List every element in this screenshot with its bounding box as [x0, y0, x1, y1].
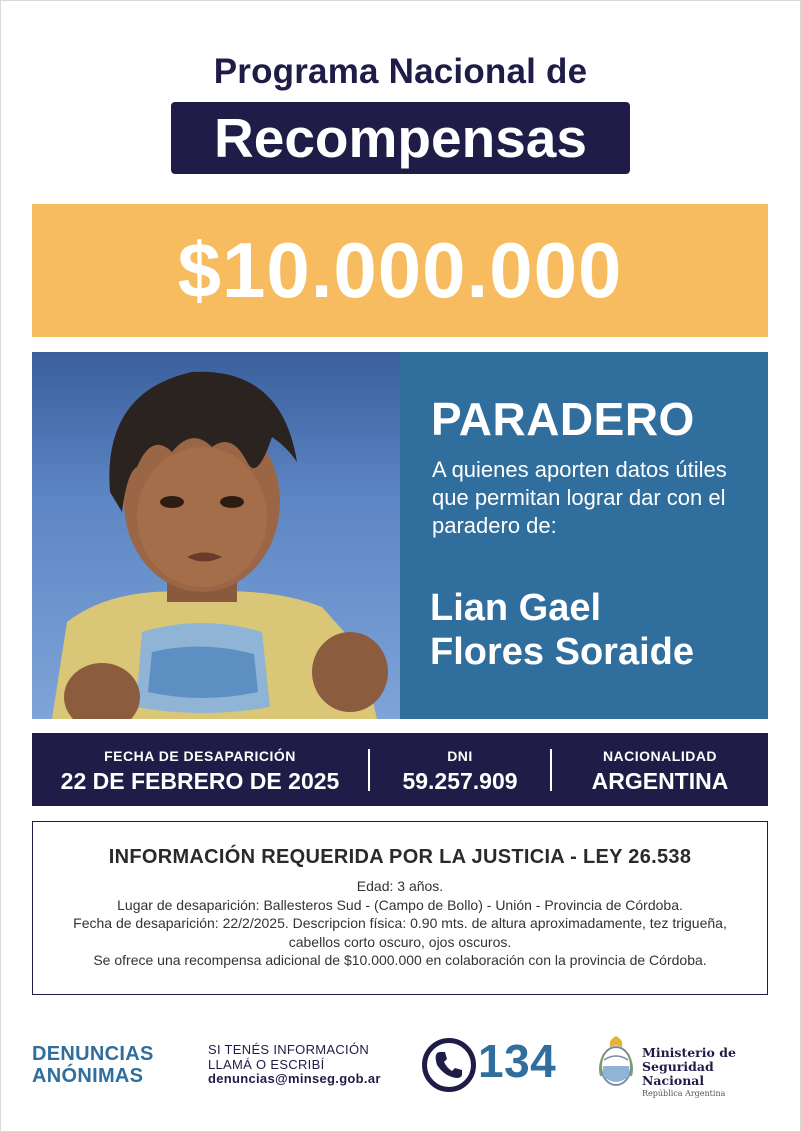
- ministry-line-2: Seguridad Nacional: [642, 1059, 714, 1088]
- fact-dni-label: DNI: [447, 748, 473, 764]
- denuncias-line: DENUNCIAS: [32, 1043, 154, 1065]
- missing-child-photo: [32, 352, 400, 719]
- fact-dni: [370, 733, 550, 806]
- hotline[interactable]: [422, 1036, 574, 1088]
- fact-date-value: 22 DE FEBRERO DE 2025: [60, 768, 340, 794]
- facts-bar: [32, 733, 768, 806]
- contact-email-link[interactable]: denuncias@minseg.gob.ar: [208, 1071, 381, 1086]
- paradero-description: A quienes aporten datos útiles que permitan lograr dar con el paradero de:: [432, 457, 727, 538]
- reward-amount: $10.000.000: [32, 204, 768, 337]
- name-last: Flores Soraide: [430, 631, 694, 673]
- detail-place: Lugar de desaparición: Ballesteros Sud - (Campo de Bollo) - Unión - Provincia de Córdoba.: [117, 896, 683, 913]
- ministry-line-1: Ministerio de: [642, 1045, 736, 1060]
- name-first: Lian Gael: [430, 587, 602, 629]
- hotline-number: 134: [478, 1035, 557, 1087]
- required-info-heading: INFORMACIÓN REQUERIDA POR LA JUSTICIA - LEY 26.538: [108, 846, 692, 868]
- fact-date-label: FECHA DE DESAPARICIÓN: [104, 748, 296, 764]
- contact-info: [208, 1043, 381, 1087]
- required-info-box: [32, 821, 768, 995]
- fact-nationality-label: NACIONALIDAD: [602, 748, 718, 764]
- paradero-title: PARADERO: [431, 393, 695, 445]
- fact-dni-value: 59.257.909: [402, 768, 518, 794]
- paradero-panel: [400, 352, 768, 719]
- detail-description: Fecha de desaparición: 22/2/2025. Descripcion física: 0.90 mts. de altura aproximadamente, tez trigueña, cabellos corto oscuro, ojos oscuros.: [73, 915, 727, 950]
- missing-person-name: [430, 586, 760, 674]
- ministry-line-3: República Argentina: [642, 1089, 726, 1098]
- program-title: Programa Nacional de: [213, 52, 588, 91]
- contact-line-2: LLAMÁ O ESCRIBÍ: [208, 1056, 325, 1072]
- ministry-logo: [596, 1032, 776, 1098]
- fact-nationality-value: ARGENTINA: [591, 768, 729, 794]
- ministry-name: [642, 1046, 776, 1099]
- contact-line-1: SI TENÉS INFORMACIÓN: [208, 1042, 370, 1057]
- anonimas-line: ANÓNIMAS: [32, 1065, 144, 1087]
- phone-icon: [422, 1038, 476, 1092]
- detail-age: Edad: 3 años.: [356, 878, 444, 894]
- detail-extra-reward: Se ofrece una recompensa adicional de $10.000.000 en colaboración con la provincia de Córdoba.: [93, 952, 707, 968]
- anonymous-reports: [32, 1043, 154, 1087]
- required-info-body: [55, 877, 745, 970]
- coat-of-arms-icon: [596, 1032, 636, 1092]
- fact-date: [32, 733, 368, 806]
- fact-nationality: [552, 733, 768, 806]
- program-subtitle: Recompensas: [171, 102, 630, 174]
